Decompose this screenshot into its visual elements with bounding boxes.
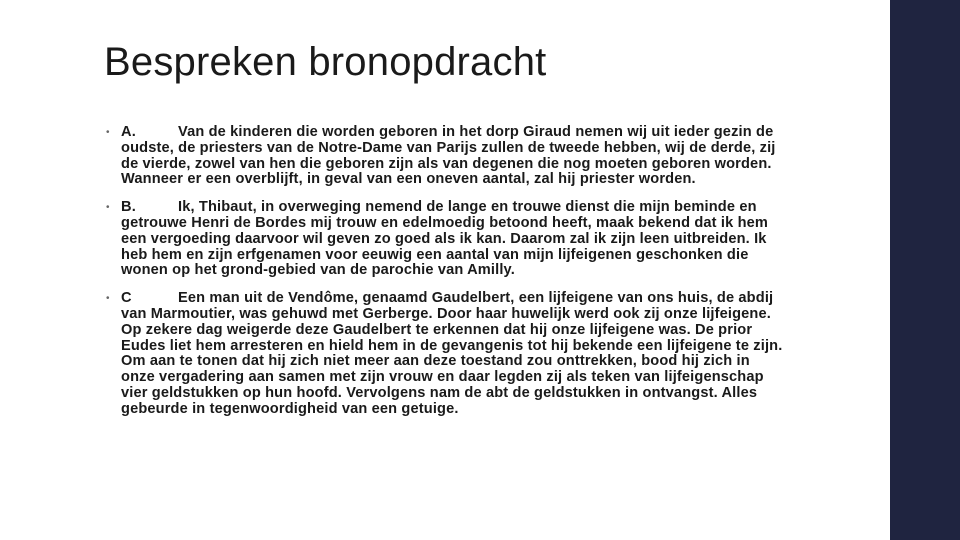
source-marker: C bbox=[121, 290, 132, 307]
source-list bbox=[106, 124, 785, 430]
source-text: Ik, Thibaut, in overweging nemend de lange en trouwe dienst die mijn beminde en getrouwe Henri de Bordes mij trouw en edelmoedig betoond heeft, maak bekend dat ik hem een vergoeding daarvoor wil geven zo goed als ik kan. Daarom zal ik zijn leen uitbreiden. Ik heb hem en zijn erfgenamen voor eeuwig een aantal van mijn lijfeigenen geschonken die wonen op het grond-gebied van de parochie van Amilly. bbox=[121, 199, 769, 279]
source-marker: B. bbox=[121, 199, 136, 216]
accent-sidebar bbox=[890, 0, 960, 540]
source-item-b bbox=[106, 199, 785, 279]
source-item-c bbox=[106, 290, 785, 417]
source-text: Van de kinderen die worden geboren in het dorp Giraud nemen wij uit ieder gezin de oudste, de priesters van de Notre-Dame van Parijs zullen de tweede hebben, wij de derde, zij de vierde, zowel van hen die geboren zijn als van degenen die nog moeten geboren worden. Wanneer er een overblijft, in geval van een oneven aantal, zal hij priester worden. bbox=[121, 124, 776, 188]
source-text: Een man uit de Vendôme, genaamd Gaudelbert, een lijfeigene van ons huis, de abdij van Marmoutier, was gehuwd met Gerberge. Door haar huwelijk werd ook zij onze lijfeigene. Op zekere dag weigerde deze Gaudelbert te erkennen dat hij onze lijfeigene was. De prior Eudes liet hem arresteren en hield hem in de gevangenis tot hij bekende een lijfeigene te zijn. Om aan te tonen dat hij zich niet meer aan deze toestand zou onttrekken, bood hij zich in onze vergadering aan samen met zijn vrouw en daar legden zij als teken van lijfeigenschap vier geldstukken op hun hoofd. Vervolgens nam de abt de geldstukken in ontvangst. Alles gebeurde in tegenwoordigheid van een getuige. bbox=[121, 290, 783, 417]
source-item-a bbox=[106, 124, 785, 188]
bullet-icon: • bbox=[106, 293, 110, 305]
bullet-icon: • bbox=[106, 127, 110, 138]
bullet-icon: • bbox=[106, 202, 110, 214]
source-marker: A. bbox=[121, 124, 136, 140]
slide-title: Bespreken bronopdracht bbox=[104, 40, 547, 84]
